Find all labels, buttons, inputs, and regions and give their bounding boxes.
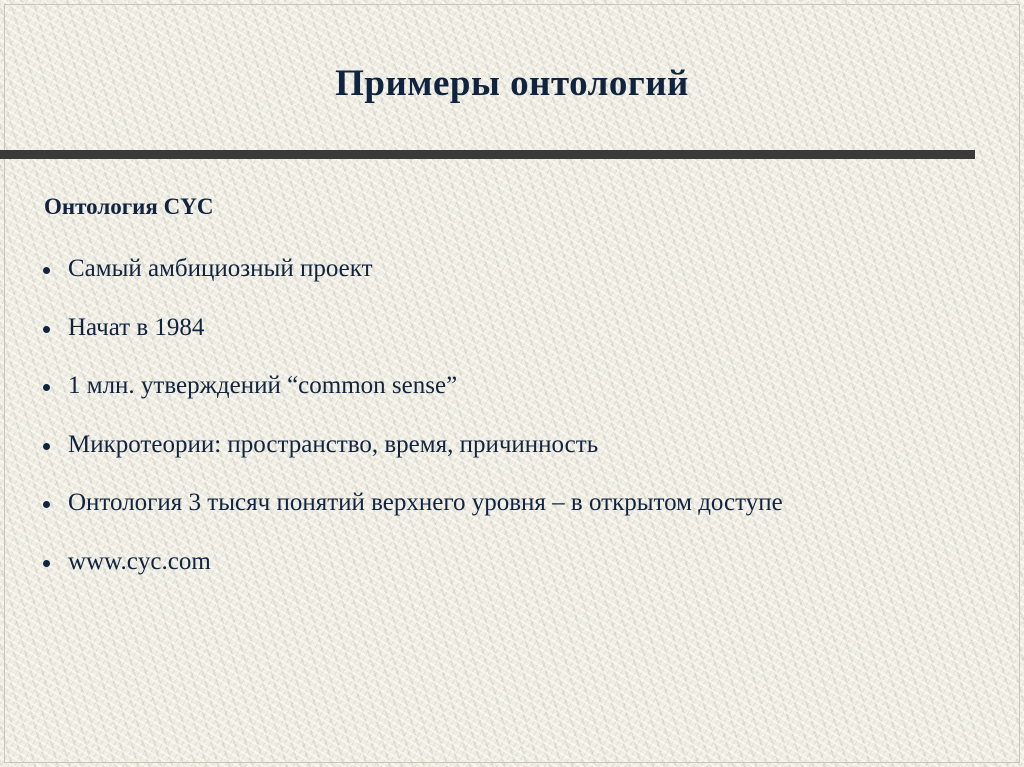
list-item xyxy=(40,488,984,518)
list-item xyxy=(40,547,984,577)
list-item xyxy=(40,371,984,401)
list-item-label: Самый амбициозный проект xyxy=(68,255,373,282)
list-item-label: Начат в 1984 xyxy=(68,313,205,341)
bullet-dot-icon xyxy=(43,443,50,450)
bullet-list xyxy=(40,254,984,576)
list-item xyxy=(40,430,984,460)
bullet-dot-icon xyxy=(43,267,50,274)
list-item-label: Онтология 3 тысяч понятий верхнего уровня – в открытом доступе xyxy=(68,489,783,516)
slide-body xyxy=(40,194,984,576)
title-divider xyxy=(0,150,975,159)
list-item xyxy=(40,313,984,343)
list-item xyxy=(40,254,984,284)
bullet-dot-icon xyxy=(43,501,50,508)
bullet-dot-icon xyxy=(43,384,50,391)
section-subheading: Онтология CYC xyxy=(44,194,214,219)
bullet-dot-icon xyxy=(43,560,50,567)
list-item-label: www.cyc.com xyxy=(68,547,211,575)
page-title: Примеры онтологий xyxy=(335,63,689,104)
list-item-label: Микротеории: пространство, время, причинность xyxy=(68,430,599,458)
bullet-dot-icon xyxy=(43,326,50,333)
list-item-label: 1 млн. утверждений “common sense” xyxy=(68,372,458,399)
